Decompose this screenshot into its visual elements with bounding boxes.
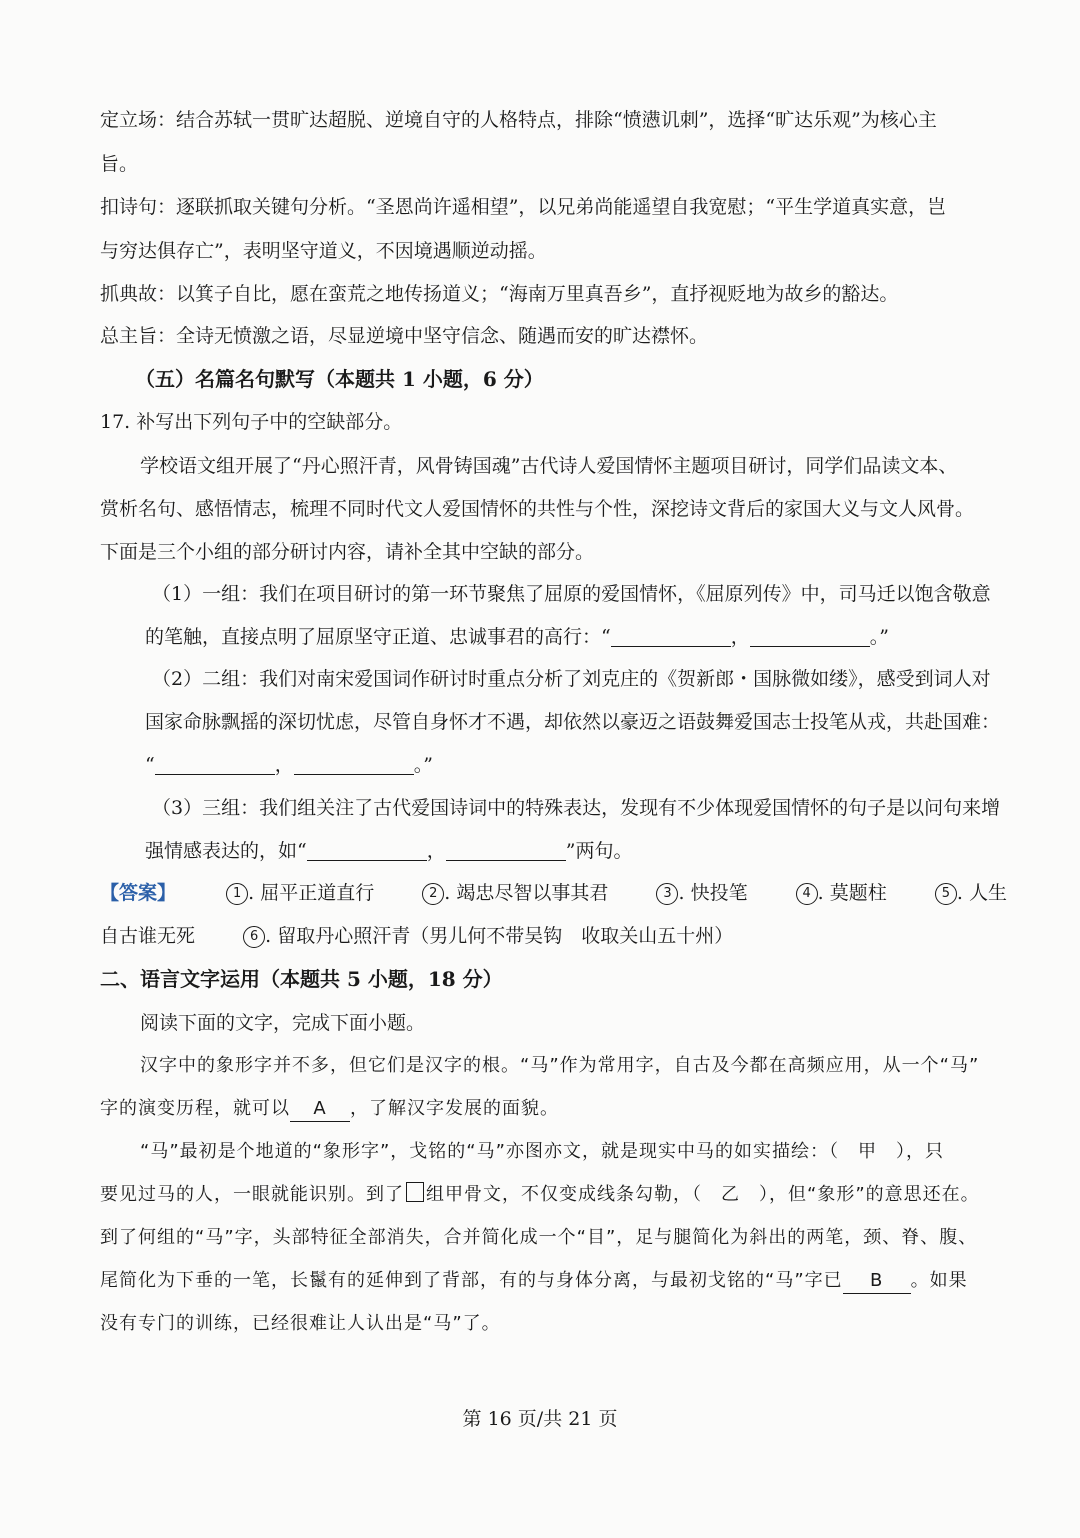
analysis-line: 总主旨：全诗无愤激之语，尽显逆境中坚守信念、随遇而安的旷达襟怀。 xyxy=(100,325,709,347)
group2-blank-line: “ ， 。” xyxy=(145,754,433,776)
question-text: 补写出下列句子中的空缺部分。 xyxy=(136,411,403,433)
passage-line: 没有专门的训练，已经很难让人认出是“马”了。 xyxy=(100,1313,501,1334)
passage-line: 汉字中的象形字并不多，但它们是汉字的根。“马”作为常用字，自古及今都在高频应用，从一个“马” xyxy=(140,1055,980,1076)
intro-line: 赏析名句、感悟情志，梳理不同时代文人爱国情怀的共性与个性，深挖诗文背后的家国大义与文人风骨。 xyxy=(100,498,975,520)
answer-blank[interactable] xyxy=(294,754,414,775)
section-heading: （五）名篇名句默写（本题共 1 小题，6 分） xyxy=(135,367,544,391)
circled-number: 1 xyxy=(226,883,248,905)
answer-item: 2 . 竭忠尽智以事其君 xyxy=(422,879,608,907)
instruction-line: 阅读下面的文字，完成下面小题。 xyxy=(140,1012,426,1034)
answer-item: 3 . 快投笔 xyxy=(656,879,747,907)
passage-line: “马”最初是个地道的“象形字”，戈铭的“马”亦图亦文，就是现实中马的如实描绘：（ 甲 ），只 xyxy=(140,1141,944,1162)
circled-number: 3 xyxy=(656,883,678,905)
intro-line: 学校语文组开展了“丹心照汗青，风骨铸国魂”古代诗人爱国情怀主题项目研讨，同学们品读文本、 xyxy=(140,455,958,477)
passage-line: 到了何组的“马”字，头部特征全部消失，合并简化成一个“目”，足与腿简化为斜出的两笔，颈、脊、腹、 xyxy=(100,1227,978,1248)
group3-blank-line: 强情感表达的，如“ ， ”两句。 xyxy=(145,840,633,862)
passage-line: 要见过马的人，一眼就能识别。到了 组甲骨文，不仅变成线条勾勒，（ 乙 ），但“象形”的意思还在。 xyxy=(100,1184,980,1205)
answer-item: 4 . 莫题柱 xyxy=(796,879,887,907)
group2-line: 国家命脉飘摇的深切忧虑，尽管自身怀才不遇，却依然以豪迈之语鼓舞爱国志士投笔从戎，共赴国难： xyxy=(145,711,1001,733)
answer-item: 1 . 屈平正道直行 xyxy=(226,879,374,907)
page-footer: 第 16 页/共 21 页 xyxy=(462,1408,618,1430)
analysis-line: 抓典故：以箕子自比，愿在蛮荒之地传扬道义；“海南万里真吾乡”，直抒视贬地为故乡的豁达。 xyxy=(100,283,899,305)
group1-line: （1）一组：我们在项目研讨的第一环节聚焦了屈原的爱国情怀，《屈原列传》中，司马迁以饱含敬意 xyxy=(152,583,991,605)
intro-line: 下面是三个小组的部分研讨内容，请补全其中空缺的部分。 xyxy=(100,541,595,563)
analysis-line: 扣诗句：逐联抓取关键句分析。“圣恩尚许遥相望”，以兄弟尚能遥望自我宽慰；“平生学道真实意，岂 xyxy=(100,196,947,218)
answer-item: 5 . 人生 xyxy=(935,879,1007,907)
section-heading: 二、语言文字运用（本题共 5 小题，18 分） xyxy=(100,967,503,991)
group1-blank-line: 的笔触，直接点明了屈原坚守正道、忠诚事君的高行：“ ， 。” xyxy=(145,626,889,648)
analysis-line: 与穷达俱存亡”，表明坚守道义，不因境遇顺逆动摇。 xyxy=(100,240,547,262)
answer-blank[interactable] xyxy=(446,840,566,861)
answer-item: 6 . 留取丹心照汗青（男儿何不带吴钩 收取关山五十州） xyxy=(243,922,733,950)
circled-number: 6 xyxy=(243,926,265,948)
answer-line xyxy=(100,879,1007,907)
group3-line: （3）三组：我们组关注了古代爱国诗词中的特殊表达，发现有不少体现爱国情怀的句子是以问句来增 xyxy=(152,797,1001,819)
answer-label: 【答案】 xyxy=(100,882,177,904)
question-number: 17. xyxy=(100,411,131,433)
answer-line: 自古谁无死 6 . 留取丹心照汗青（男儿何不带吴钩 收取关山五十州） xyxy=(100,922,733,950)
group2-line: （2）二组：我们对南宋爱国词作研讨时重点分析了刘克庄的《贺新郎・国脉微如缕》，感受到词人对 xyxy=(152,668,991,690)
analysis-line: 定立场：结合苏轼一贯旷达超脱、逆境自守的人格特点，排除“愤懑讥刺”，选择“旷达乐观”为核心主 xyxy=(100,109,937,131)
circled-number: 4 xyxy=(796,883,818,905)
blank-b[interactable]: B xyxy=(843,1269,911,1294)
answer-blank[interactable] xyxy=(611,626,731,647)
missing-char-box xyxy=(406,1182,424,1202)
passage-line: 字的演变历程，就可以 A ，了解汉字发展的面貌。 xyxy=(100,1095,559,1123)
answer-blank[interactable] xyxy=(307,840,427,861)
answer-blank[interactable] xyxy=(750,626,870,647)
circled-number: 5 xyxy=(935,883,957,905)
question-line xyxy=(100,408,402,436)
blank-a[interactable]: A xyxy=(290,1097,350,1122)
analysis-line: 旨。 xyxy=(100,153,139,175)
answer-blank[interactable] xyxy=(155,754,275,775)
circled-number: 2 xyxy=(422,883,444,905)
passage-line: 尾简化为下垂的一笔，长鬣有的延伸到了背部，有的与身体分离，与最初戈铭的“马”字已 B 。如果 xyxy=(100,1267,968,1295)
